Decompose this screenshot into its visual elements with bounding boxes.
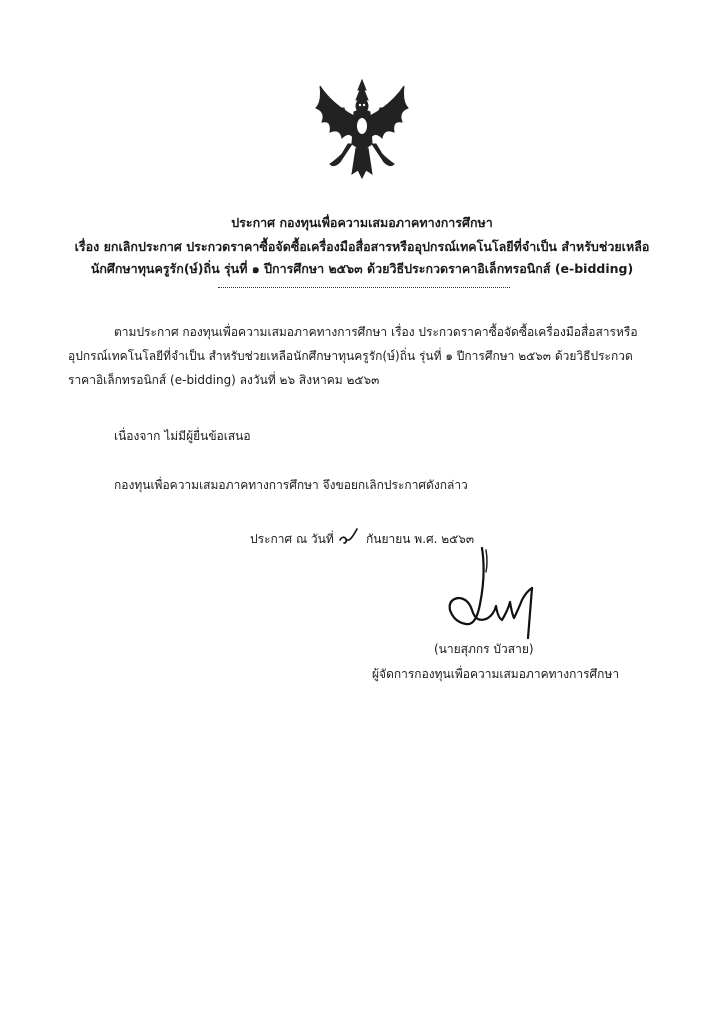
subject-line-1: เรื่อง ยกเลิกประกาศ ประกวดราคาซื้อจัดซื้อเครื่องมือสื่อสารหรืออุปกรณ์เทคโนโลยีที่จำเป็น สำหรับช่วยเหลือ <box>74 239 650 254</box>
paragraph-2: เนื่องจาก ไม่มีผู้ยื่นข้อเสนอ <box>114 429 251 443</box>
announce-date-suffix: กันยายน พ.ศ. ๒๕๖๓ <box>366 532 475 546</box>
announce-date-prefix: ประกาศ ณ วันที่ <box>250 532 334 546</box>
paragraph-1-line-1: ตามประกาศ กองทุนเพื่อความเสมอภาคทางการศึกษา เรื่อง ประกวดราคาซื้อจัดซื้อเครื่องมือสื่อสารหรือ <box>114 325 638 339</box>
handwritten-day-mark <box>337 526 359 548</box>
signatory-position: ผู้จัดการกองทุนเพื่อความเสมอภาคทางการศึกษา <box>372 667 620 681</box>
garuda-emblem-icon <box>312 78 412 182</box>
announcement-title: ประกาศ กองทุนเพื่อความเสมอภาคทางการศึกษา <box>231 215 493 230</box>
paragraph-3: กองทุนเพื่อความเสมอภาคทางการศึกษา จึงขอยกเลิกประกาศดังกล่าว <box>114 478 468 492</box>
dotted-separator <box>218 287 510 288</box>
paragraph-1-line-2: อุปกรณ์เทคโนโลยีที่จำเป็น สำหรับช่วยเหลือนักศึกษาทุนครูรัก(ษ์)ถิ่น รุ่นที่ ๑ ปีการศึกษา ๒๕๖๓ ด้วยวิธีประกวด <box>68 349 633 363</box>
subject-line-2: นักศึกษาทุนครูรัก(ษ์)ถิ่น รุ่นที่ ๑ ปีการศึกษา ๒๕๖๓ ด้วยวิธีประกวดราคาอิเล็กทรอนิกส์ (e-bidding) <box>90 261 634 276</box>
signatory-name: (นายสุภกร บัวสาย) <box>434 642 534 656</box>
paragraph-1-line-3: ราคาอิเล็กทรอนิกส์ (e-bidding) ลงวันที่ ๒๖ สิงหาคม ๒๕๖๓ <box>68 373 380 387</box>
handwritten-signature <box>436 544 546 644</box>
